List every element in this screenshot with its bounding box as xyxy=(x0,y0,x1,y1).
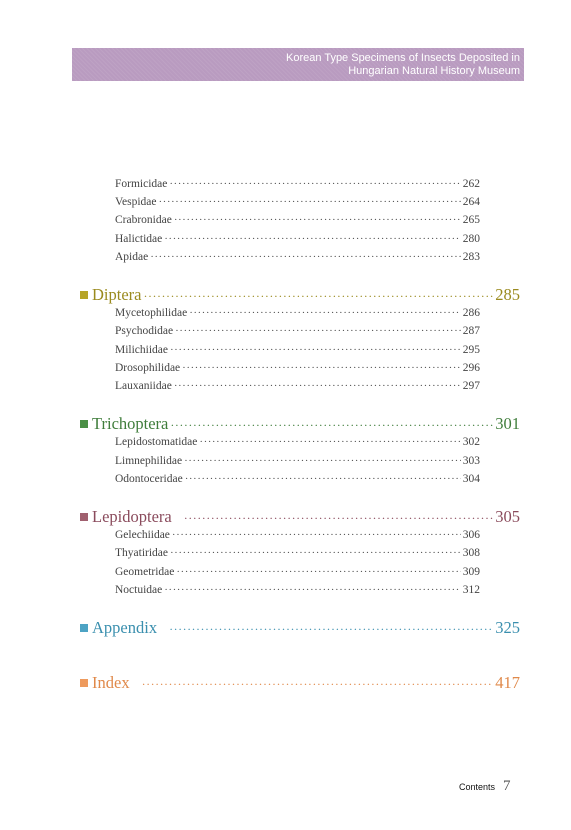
section-page: 285 xyxy=(495,285,520,304)
toc-entry-halictidae[interactable] xyxy=(115,233,480,245)
toc-entry-label: Psychodidae xyxy=(115,325,174,337)
toc-entry-page: 283 xyxy=(462,251,480,263)
toc-entry-label: Mycetophilidae xyxy=(115,307,188,319)
toc-entry-label: Geometridae xyxy=(115,566,175,578)
section-heading xyxy=(80,618,157,638)
section-label: Lepidoptera xyxy=(92,507,172,526)
dot-leader xyxy=(150,251,461,263)
section-label: Index xyxy=(92,673,130,692)
toc-section-appendix[interactable] xyxy=(80,618,520,638)
toc-entry-page: 297 xyxy=(462,380,480,392)
toc-entry-drosophilidae[interactable] xyxy=(115,362,480,374)
toc-entry-page: 302 xyxy=(462,436,480,448)
dot-leader xyxy=(170,344,461,356)
toc-section-diptera[interactable] xyxy=(80,285,520,305)
dot-leader xyxy=(143,289,493,304)
toc-entry-label: Thyatiridae xyxy=(115,547,169,559)
toc-entry-label: Vespidae xyxy=(115,196,157,208)
toc-entry-page: 295 xyxy=(462,344,480,356)
square-bullet-icon xyxy=(80,291,88,299)
toc-entry-noctuidae[interactable] xyxy=(115,584,480,596)
dot-leader xyxy=(169,622,493,637)
dot-leader xyxy=(199,436,460,448)
toc-entry-crabronidae[interactable] xyxy=(115,214,480,226)
page-number: 7 xyxy=(503,778,511,794)
dot-leader xyxy=(185,473,461,485)
section-heading xyxy=(80,414,168,434)
toc-entry-page: 308 xyxy=(462,547,480,559)
toc-entry-formicidae[interactable] xyxy=(115,178,480,190)
toc-entry-page: 280 xyxy=(462,233,480,245)
toc-entry-odontoceridae[interactable] xyxy=(115,473,480,485)
toc-entry-label: Halictidae xyxy=(115,233,163,245)
footer-contents-label: Contents xyxy=(459,782,496,792)
toc-entry-label: Odontoceridae xyxy=(115,473,183,485)
section-label: Trichoptera xyxy=(92,414,169,433)
dot-leader xyxy=(182,362,461,374)
dot-leader xyxy=(169,178,460,190)
section-page: 417 xyxy=(495,673,520,692)
running-header-title-line2: Hungarian Natural History Museum xyxy=(348,65,520,77)
toc-entry-label: Noctuidae xyxy=(115,584,163,596)
dot-leader xyxy=(142,677,494,692)
toc-entry-page: 306 xyxy=(462,529,480,541)
toc-entry-vespidae[interactable] xyxy=(115,196,480,208)
section-heading xyxy=(80,673,130,693)
toc-entry-page: 296 xyxy=(462,362,480,374)
section-heading xyxy=(80,285,141,305)
toc-entry-lauxaniidae[interactable] xyxy=(115,380,480,392)
section-heading xyxy=(80,507,172,527)
section-page: 305 xyxy=(495,507,520,526)
running-header-banner xyxy=(72,48,524,81)
toc-entry-label: Formicidae xyxy=(115,178,168,190)
toc-section-trichoptera[interactable] xyxy=(80,414,520,434)
toc-entry-apidae[interactable] xyxy=(115,251,480,263)
toc-entry-lepidostomatidae[interactable] xyxy=(115,436,480,448)
toc-entry-page: 286 xyxy=(462,307,480,319)
toc-section-index[interactable] xyxy=(80,673,520,693)
toc-entry-page: 312 xyxy=(462,584,480,596)
toc-section-lepidoptera[interactable] xyxy=(80,507,520,527)
section-page: 325 xyxy=(495,618,520,637)
toc-entry-page: 287 xyxy=(462,325,480,337)
toc-entry-geometridae[interactable] xyxy=(115,566,480,578)
toc-entry-page: 264 xyxy=(462,196,480,208)
toc-entry-label: Gelechiidae xyxy=(115,529,170,541)
toc-entry-page: 265 xyxy=(462,214,480,226)
square-bullet-icon xyxy=(80,624,88,632)
section-page: 301 xyxy=(495,414,520,433)
toc-entry-page: 303 xyxy=(462,455,480,467)
toc-entry-page: 309 xyxy=(462,566,480,578)
square-bullet-icon xyxy=(80,513,88,521)
section-label: Diptera xyxy=(92,285,142,304)
toc-entry-page: 262 xyxy=(462,178,480,190)
dot-leader xyxy=(170,547,461,559)
toc-entry-gelechiidae[interactable] xyxy=(115,529,480,541)
dot-leader xyxy=(189,307,461,319)
dot-leader xyxy=(184,455,461,467)
toc-entry-label: Apidae xyxy=(115,251,149,263)
dot-leader xyxy=(170,418,493,433)
square-bullet-icon xyxy=(80,679,88,687)
toc-entry-label: Limnephilidae xyxy=(115,455,183,467)
running-header-title-line1: Korean Type Specimens of Insects Deposited in xyxy=(286,52,520,64)
toc-entry-label: Lepidostomatidae xyxy=(115,436,198,448)
dot-leader xyxy=(176,566,460,578)
dot-leader xyxy=(174,214,461,226)
toc-entry-mycetophilidae[interactable] xyxy=(115,307,480,319)
dot-leader xyxy=(184,511,494,526)
dot-leader xyxy=(174,380,461,392)
dot-leader xyxy=(172,529,461,541)
toc-entry-milichiidae[interactable] xyxy=(115,344,480,356)
dot-leader xyxy=(159,196,461,208)
toc-entry-limnephilidae[interactable] xyxy=(115,455,480,467)
toc-entry-thyatiridae[interactable] xyxy=(115,547,480,559)
dot-leader xyxy=(175,325,461,337)
toc-entry-page: 304 xyxy=(462,473,480,485)
toc-entry-label: Lauxaniidae xyxy=(115,380,172,392)
section-label: Appendix xyxy=(92,618,158,637)
toc-entry-label: Milichiidae xyxy=(115,344,169,356)
dot-leader xyxy=(164,233,460,245)
toc-entry-psychodidae[interactable] xyxy=(115,325,480,337)
square-bullet-icon xyxy=(80,420,88,428)
page-footer xyxy=(459,778,511,795)
toc-entry-label: Drosophilidae xyxy=(115,362,181,374)
toc-entry-label: Crabronidae xyxy=(115,214,172,226)
dot-leader xyxy=(164,584,460,596)
